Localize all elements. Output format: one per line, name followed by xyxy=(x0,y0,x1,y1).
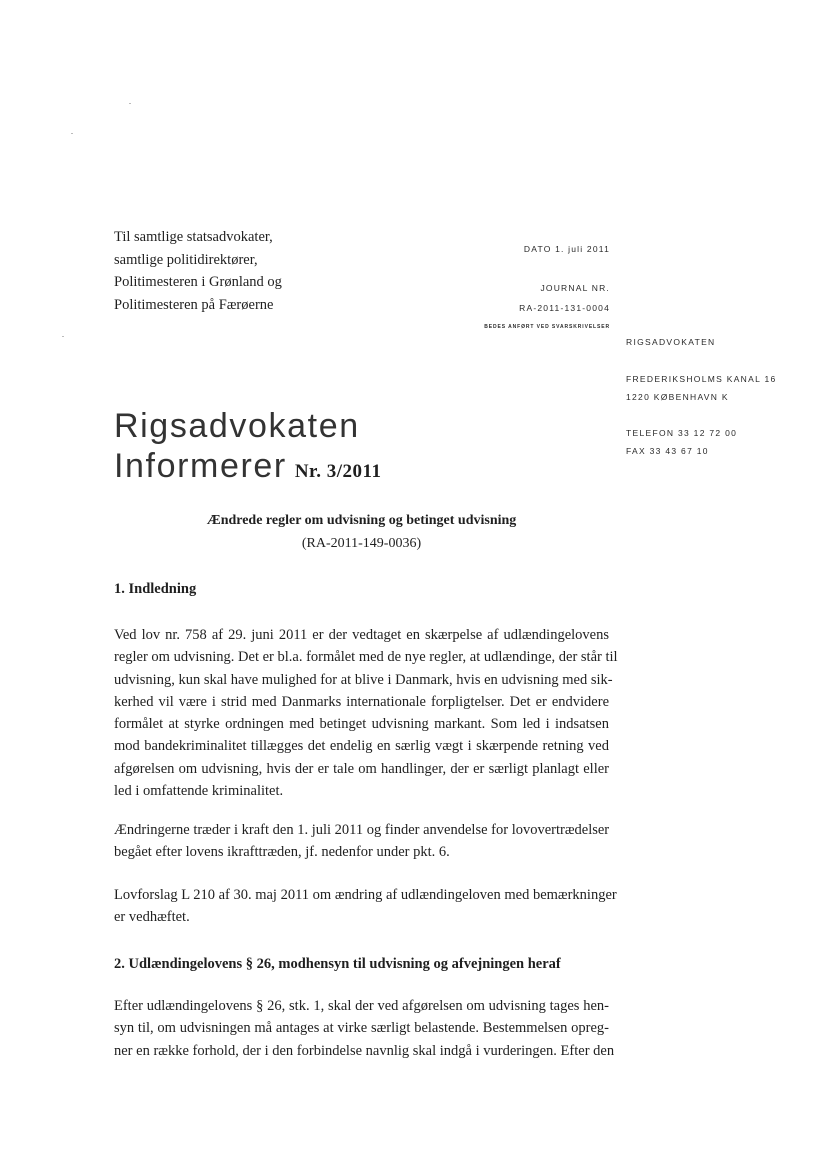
journal-label: JOURNAL NR. xyxy=(540,283,610,293)
section-1-paragraph-2 xyxy=(114,819,609,864)
text-line: mod bandekriminalitet tillægges det endelig en særlig vægt i skærpende retning ved xyxy=(114,738,609,755)
bulletin-number: Nr. 3/2011 xyxy=(294,461,382,482)
recipient-line: samtlige politidirektører, xyxy=(114,251,258,268)
document-reference: (RA-2011-149-0036) xyxy=(301,536,422,551)
office-street: FREDERIKSHOLMS KANAL 16 xyxy=(626,374,777,384)
text-line: er vedhæftet. xyxy=(114,909,190,926)
office-name: RIGSADVOKATEN xyxy=(626,337,716,347)
text-line: kerhed vil være i strid med Danmarks internationale forpligtelser. Det er endvidere xyxy=(114,693,609,710)
recipient-line: Politimesteren i Grønland og xyxy=(114,274,282,290)
recipient-line: Politimesteren på Færøerne xyxy=(114,296,274,313)
section-2-paragraph-1 xyxy=(114,995,615,1062)
text-line: Ved lov nr. 758 af 29. juni 2011 er der vedtaget en skærpelse af udlændingelovens xyxy=(114,627,609,643)
section-1-heading: 1. Indledning xyxy=(114,581,197,597)
section-1-paragraph-3 xyxy=(114,884,617,929)
journal-number: RA-2011-131-0004 xyxy=(519,303,610,313)
brand-line-2-wrap xyxy=(114,446,381,492)
text-line: ner en række forhold, der i den forbindelse navnlig skal indgå i vurderingen. Efter den xyxy=(114,1042,615,1059)
text-line: regler om udvisning. Det er bl.a. formålet med de nye regler, at udlændinge, der står til xyxy=(114,649,618,666)
reply-note: BEDES ANFØRT VED SVARSKRIVELSER xyxy=(484,324,610,330)
text-line: formålet at styrke ordningen med betinget udvisning markant. Som led i indsatsen xyxy=(114,716,609,733)
scan-speck xyxy=(71,133,73,134)
section-2-heading: 2. Udlændingelovens § 26, modhensyn til udvisning og afvejningen heraf xyxy=(114,956,561,972)
document-title: Ændrede regler om udvisning og betinget udvisning xyxy=(206,513,517,528)
office-city: 1220 KØBENHAVN K xyxy=(626,392,729,402)
office-phone: TELEFON 33 12 72 00 xyxy=(626,428,738,438)
text-line: afgørelsen om udvisning, hvis der er tale om handlinger, der er særligt planlagt eller xyxy=(114,760,609,777)
text-line: led i omfattende kriminalitet. xyxy=(114,783,284,800)
scan-speck xyxy=(129,103,131,104)
text-line: begået efter lovens ikrafttræden, jf. nedenfor under pkt. 6. xyxy=(114,844,450,861)
recipient-line: Til samtlige statsadvokater, xyxy=(114,229,273,245)
text-line: Ændringerne træder i kraft den 1. juli 2011 og finder anvendelse for lovovertrædelser xyxy=(114,822,610,838)
office-fax: FAX 33 43 67 10 xyxy=(626,446,709,456)
text-line: Lovforslag L 210 af 30. maj 2011 om ændring af udlændingeloven med bemærkninger xyxy=(114,887,617,903)
date-line: DATO 1. juli 2011 xyxy=(523,244,610,254)
brand-line-1: Rigsadvokaten xyxy=(114,407,360,445)
text-line: udvisning, kun skal have mulighed for at blive i Danmark, hvis en udvisning med sik- xyxy=(114,671,613,688)
brand-line-2: Informerer xyxy=(114,447,287,485)
text-line: syn til, om udvisningen må antages at virke særligt belastende. Bestemmelsen opreg- xyxy=(114,1020,609,1037)
scan-speck xyxy=(62,336,64,337)
section-1-paragraph-1 xyxy=(114,624,618,802)
text-line: Efter udlændingelovens § 26, stk. 1, skal der ved afgørelsen om udvisning tages hen- xyxy=(114,998,609,1014)
